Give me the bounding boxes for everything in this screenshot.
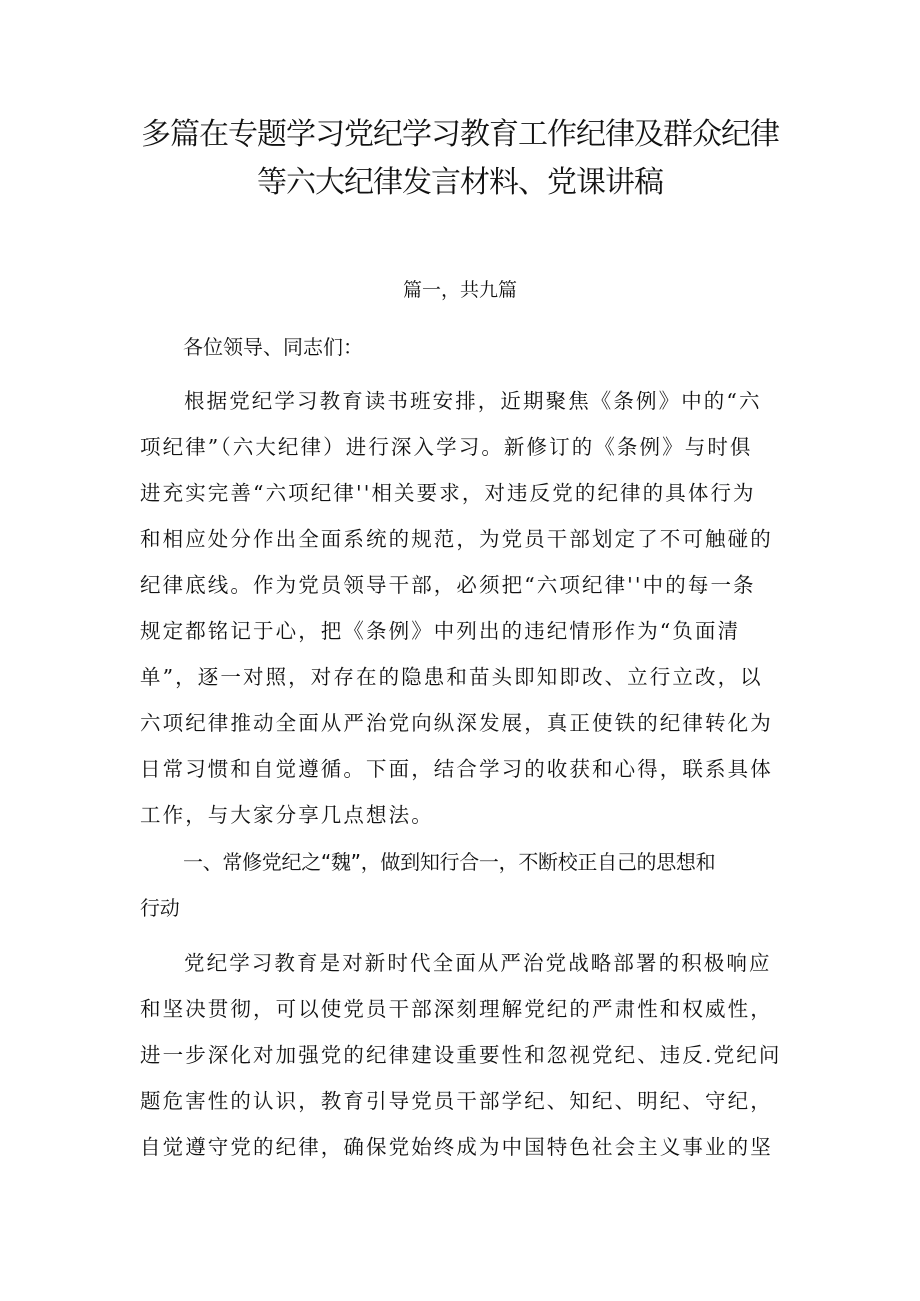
paragraph-1-line: 纪律底线。作为党员领导干部，必须把“六项纪律''中的每一条 [140,573,756,597]
paragraph-1-line: 和相应处分作出全面系统的规范，为党员干部划定了不可触碰的 [140,527,773,551]
paragraph-2 [140,949,800,1179]
paragraph-2-line: 题危害性的认识，教育引导党员干部学纪、知纪、明纪、守纪， [140,1089,773,1113]
paragraph-2-line: 自觉遵守党的纪律，确保党始终成为中国特色社会主义事业的坚 [140,1135,773,1159]
paragraph-1-line: 规定都铭记于心，把《条例》中列出的违纪情形作为“负面清 [140,619,741,643]
section-heading-line: 一、常修党纪之“魏”，做到知行合一，不断校正自己的思想和 [183,850,716,874]
paragraph-1 [140,387,800,847]
paragraph-2-line: 和坚决贯彻，可以使党员干部深刻理解党纪的严肃性和权威性， [140,997,773,1021]
paragraph-1-line: 单”，逐一对照，对存在的隐患和苗头即知即改、立行立改，以 [140,665,763,689]
paragraph-2-line: 党纪学习教育是对新时代全面从严治党战略部署的积极响应 [184,951,772,975]
paragraph-1-line: 进充实完善“六项纪律''相关要求，对违反党的纪律的具体行为 [140,481,756,505]
section-heading-1 [140,848,820,940]
paragraph-1-line: 工作，与大家分享几点想法。 [140,803,434,827]
document-title-line-2: 等六大纪律发言材料、党课讲稿 [257,165,663,200]
document-title-line-1: 多篇在专题学习党纪学习教育工作纪律及群众纪律 [141,117,779,152]
section-subheading: 篇一，共九篇 [402,279,517,301]
paragraph-1-line: 日常习惯和自觉遵循。下面，结合学习的收获和心得，联系具体 [140,757,773,781]
salutation: 各位领导、同志们： [183,335,363,359]
paragraph-2-line: 进一步深化对加强党的纪律建设重要性和忽视党纪、违反.党纪问 [140,1043,782,1067]
section-heading-line: 行动 [140,896,180,920]
paragraph-1-line: 六项纪律推动全面从严治党向纵深发展，真正使铁的纪律转化为 [140,711,773,735]
paragraph-1-line: 项纪律”（六大纪律）进行深入学习。新修订的《条例》与时俱 [140,435,753,459]
paragraph-1-line: 根据党纪学习教育读书班安排，近期聚焦《条例》中的“六 [184,389,762,413]
